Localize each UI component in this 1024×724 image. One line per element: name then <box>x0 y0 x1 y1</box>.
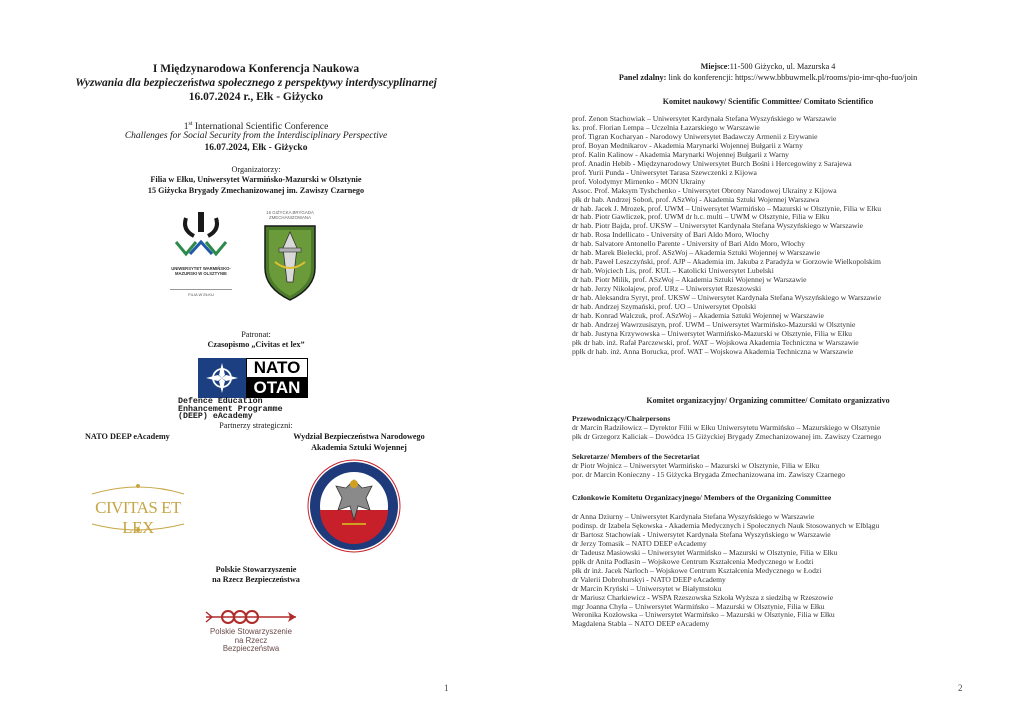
organizing-member: dr Bartosz Stachowiak - Uniwersytet Kardynała Stefana Wyszyńskiego w Warszawie <box>572 529 831 539</box>
partner-nato-deep: NATO DEEP eAcademy <box>85 432 170 441</box>
secretariat-member: dr Piotr Wojnicz – Uniwersytet Warmińsko – Mazurski w Olsztynie, Filia w Ełku <box>572 461 820 470</box>
deep-line-3: (DEEP) eAcademy <box>178 412 253 421</box>
scientific-member: dr hab. Jerzy Nikołajew, prof. URz – Uniwersytet Rzeszowski <box>572 284 762 294</box>
scientific-member: płk dr hab. inż. Rafał Parczewski, prof. WAT – Wojskowa Akademia Techniczna w Warszawie <box>572 337 859 347</box>
nato-deep-logo <box>178 358 330 420</box>
remote-panel-line: Panel zdalny: link do konferencji: https://www.bbbuwmelk.pl/rooms/pio-imr-qho-fuo/join <box>618 73 918 82</box>
uwm-logo <box>170 210 232 302</box>
conference-title-en: 1st International Scientific Conference <box>183 121 329 133</box>
org-members-list <box>572 513 1014 629</box>
scientific-member: dr hab. Andrzej Szymański, prof. UO – Uniwersytet Opolski <box>572 302 757 312</box>
scientific-member: dr hab. Paweł Leszczyński, prof. AJP – Akademia im. Jakuba z Paradyża w Gorzowie Wielkopolskim <box>572 257 881 267</box>
page-number-2: 2 <box>958 683 963 693</box>
deep-line-1: Defence Education <box>178 397 263 406</box>
organizing-member: dr Tadeusz Masiowski – Uniwersytet Warmińsko – Mazurski w Olsztynie, Filia w Ełku <box>572 547 838 557</box>
secretariat-list <box>572 462 1014 480</box>
patronage-label: Patronat: <box>241 330 271 339</box>
scientific-member: ks. prof. Florian Lempa – Uczelnia Łazarskiego w Warszawie <box>572 122 760 132</box>
partner-asw-line2: Akademia Sztuki Wojennej <box>311 443 407 452</box>
scientific-member: prof. Boyan Mednikarov - Akademia Marynarki Wojennej Bułgarii z Warny <box>572 140 803 150</box>
chairperson: dr Marcin Radziłowicz – Dyrektor Filii w Ełku Uniwersytetu Warmińsko – Mazurskiego w Olsztynie <box>572 423 881 432</box>
conference-subtitle-pl: Wyzwania dla bezpieczeństwa społecznego z perspektywy interdyscyplinarnej <box>75 77 437 89</box>
conference-date-en: 16.07.2024, Ełk - Giżycko <box>204 143 308 153</box>
partner-asw-line1: Wydział Bezpieczeństwa Narodowego <box>293 432 425 441</box>
organizing-member: dr Valerii Dobrohurskyi - NATO DEEP eAcademy <box>572 574 726 584</box>
nato-compass-icon <box>202 361 242 395</box>
page-2 <box>512 0 1024 724</box>
scientific-member: dr hab. Wojciech Lis, prof. KUL – Katolicki Uniwersytet Lubelski <box>572 266 774 276</box>
scientific-member: dr hab. Piotr Milik, prof. ASzWoj – Akademia Sztuki Wojennej w Warszawie <box>572 275 807 285</box>
psnrb-line1: Polskie Stowarzyszenie <box>215 565 297 574</box>
scientific-member: ppłk dr hab. inż. Anna Borucka, prof. WAT – Wojskowa Akademia Techniczna w Warszawie <box>572 346 854 356</box>
uwm-logo-sub: FILIA W EŁKU <box>188 292 214 297</box>
patron-journal: Czasopismo „Civitas et lex” <box>207 340 305 349</box>
psnrb-logo-line1: Polskie Stowarzyszenie <box>210 627 292 636</box>
civitas-et-lex-logo <box>82 478 194 538</box>
scientific-member: prof. Anadin Hebib - Międzynarodowy Uniwersytet Burch Bośni i Hercegowiny z Sarajewa <box>572 158 852 168</box>
organizing-member: dr Jerzy Tomasik – NATO DEEP eAcademy <box>572 538 707 548</box>
chairs-heading: Przewodniczący/Chairpersons <box>572 414 671 423</box>
scientific-member: dr hab. Piotr Bajda, prof. UKSW – Uniwersytet Kardynała Stefana Wyszyńskiego w Warszawie <box>572 221 864 231</box>
scientific-member: Assoc. Prof. Maksym Tyshchenko - Uniwersytet Obrony Narodowej Ukrainy z Kijowa <box>572 185 837 195</box>
scientific-member: dr hab. Konrad Walczuk, prof. ASzWoj – Akademia Sztuki Wojennej w Warszawie <box>572 310 824 320</box>
conference-link[interactable]: link do konferencji: https://www.bbbuwmelk.pl/rooms/pio-imr-qho-fuo/join <box>666 73 918 82</box>
scientific-member: prof. Yurii Punda - Uniwersytet Tarasa Szewczenki z Kijowa <box>572 167 757 177</box>
nato-word: NATO <box>246 358 308 378</box>
organizers-label: Organizatorzy: <box>231 165 281 174</box>
psnrb-line2: na Rzecz Bezpieczeństwa <box>212 575 300 584</box>
brigade-logo-text: 15 GIŻYCKA BRYGADA ZMECHANIZOWANA <box>266 210 314 221</box>
psnrb-logo-line2: na Rzecz <box>234 635 268 645</box>
page-number-1: 1 <box>444 683 449 693</box>
scientific-member: dr hab. Jacek J. Mrozek, prof. UWM – Uniwersytet Warmińsko – Mazurski w Olsztynie, Filia w Ełku <box>572 203 882 213</box>
organizing-member: dr Anna Dziurny – Uniwersytet Kardynała Stefana Wyszyńskiego w Warszawie <box>572 512 815 521</box>
chairperson: płk dr Grzegorz Kaliciak – Dowódca 15 Giżyckiej Brygady Zmechanizowanej im. Zawiszy Czarnego <box>572 431 882 441</box>
organizing-member: ppłk dr Anita Podlasin – Wojskowe Centrum Kształcenia Medycznego w Łodzi <box>572 556 814 566</box>
secretariat-heading: Sekretarze/ Members of the Secretariat <box>572 452 700 461</box>
chairs-list <box>572 424 1014 442</box>
organizing-member: płk dr inż. Jacek Narloch – Wojskowe Centrum Kształcenia Medycznego w Łodzi <box>572 565 822 575</box>
secretariat-member: por. dr Marcin Konieczny - 15 Giżycka Brygada Zmechanizowana im. Zawiszy Czarnego <box>572 469 846 479</box>
partners-label: Partnerzy strategiczni: <box>219 421 293 430</box>
org-members-heading: Członkowie Komitetu Organizacyjnego/ Members of the Organizing Committee <box>572 493 832 502</box>
scientific-committee-list <box>572 115 1014 357</box>
otan-word: OTAN <box>246 378 308 398</box>
scientific-member: dr hab. Marek Bielecki, prof. ASzWoj – Akademia Sztuki Wojennej w Warszawie <box>572 248 820 258</box>
scientific-member: płk dr hab. Andrzej Soboń, prof. ASzWoj - Akademia Sztuki Wojennej Warszawa <box>572 194 820 204</box>
organizing-member: dr Marcin Kryński – Uniwersytet w Białymstoku <box>572 583 722 593</box>
scientific-member: dr hab. Rosa Indellicato - University of Bari Aldo Moro, Włochy <box>572 230 770 240</box>
organizing-member: mgr Joanna Chyła – Uniwersytet Warmińsko – Mazurski w Olsztynie, Filia w Ełku <box>572 601 825 611</box>
psnrb-logo <box>196 606 306 658</box>
organizer-brigade: 15 Giżycka Brygady Zmechanizowanej im. Zawiszy Czarnego <box>147 186 365 195</box>
scientific-member: dr hab. Salvatore Antonello Parente - University of Bari Aldo Moro, Włochy <box>572 239 805 249</box>
asw-wbn-logo <box>306 458 402 554</box>
conference-title-pl: I Międzynarodowa Konferencja Naukowa <box>152 63 360 75</box>
organizing-member: dr Mariusz Charkiewicz - WSPA Rzeszowska Szkoła Wyższa z siedzibą w Rzeszowie <box>572 592 834 602</box>
deep-line-2: Enhancement Programme <box>178 404 283 414</box>
organizing-member: Magdalena Stabla – NATO DEEP eAcademy <box>572 619 710 629</box>
organizer-uwm: Filia w Ełku, Uniwersytet Warmińsko-Mazurski w Olsztynie <box>150 175 362 184</box>
uwm-logo-text: UNIWERSYTET WARMIŃSKO-MAZURSKI W OLSZTYNIE <box>171 266 231 276</box>
scientific-member: dr hab. Andrzej Wawrzusiszyn, prof. UWM – Uniwersytet Warmińsko-Mazurski w Olsztynie <box>572 319 856 329</box>
organizing-committee-heading: Komitet organizacyjny/ Organizing committee/ Comitato organizzativo <box>646 396 890 405</box>
psnrb-logo-line3: Bezpieczeństwa <box>222 644 280 653</box>
brigade-logo <box>255 210 325 300</box>
scientific-member: dr hab. Aleksandra Syryt, prof. UKSW – Uniwersytet Kardynała Stefana Wyszyńskiego w Warszawie <box>572 293 882 303</box>
scientific-member: prof. Kalin Kalinow - Akademia Marynarki Wojennej Bułgarii z Warny <box>572 149 789 159</box>
conference-subtitle-en: Challenges for Social Security from the Interdisciplinary Perspective <box>124 131 388 141</box>
scientific-committee-heading: Komitet naukowy/ Scientific Committee/ Comitato Scientifico <box>662 97 874 106</box>
organizing-member: Weronika Kozłowska – Uniwersytet Warmińsko – Mazurski w Olsztynie, Filia w Ełku <box>572 610 835 620</box>
scientific-member: prof. Zenon Stachowiak – Uniwersytet Kardynała Stefana Wyszyńskiego w Warszawie <box>572 114 837 123</box>
conference-date-pl: 16.07.2024 r., Ełk - Giżycko <box>188 91 324 103</box>
scientific-member: dr hab. Justyna Krzywowska – Uniwersytet Warmińsko-Mazurski w Olsztynie, Filia w Ełku <box>572 328 852 338</box>
venue-line: Miejsce:11-500 Giżycko, ul. Mazurska 4 <box>700 62 836 71</box>
organizing-member: podinsp. dr Izabela Sękowska - Akademia Medycznych i Społecznych Nauk Stosowanych w Elblągu <box>572 520 880 530</box>
scientific-member: prof. Volodymyr Mirnenko - MON Ukrainy <box>572 176 706 186</box>
civitas-logo-text: CIVITAS ET LEX <box>95 498 181 537</box>
scientific-member: prof. Tigran Kocharyan - Narodowy Uniwersytet Badawczy Armenii z Erywanie <box>572 131 818 141</box>
scientific-member: dr hab. Piotr Gawliczek, prof. UWM dr h.c. multi – UWM w Olsztynie, Filia w Ełku <box>572 212 830 222</box>
